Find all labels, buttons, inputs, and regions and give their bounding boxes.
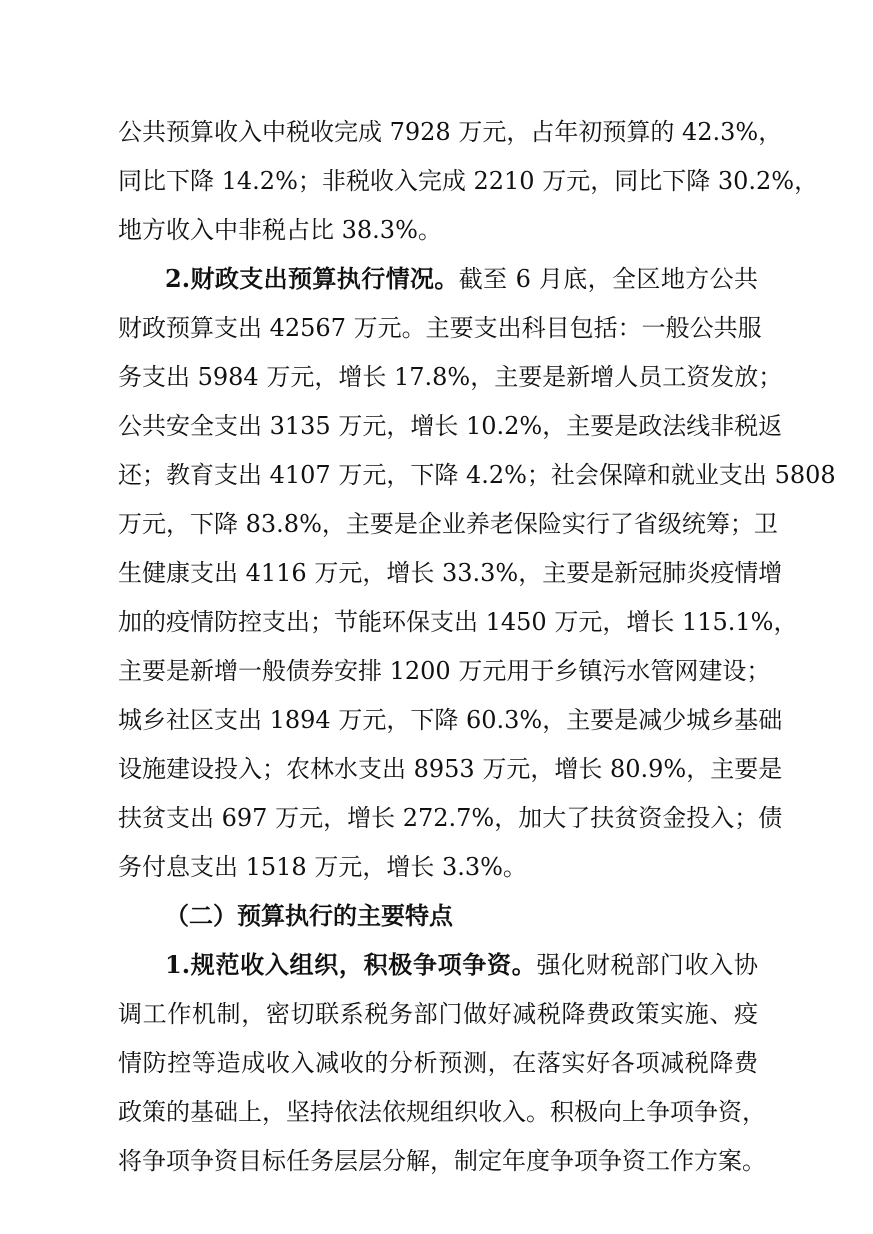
paragraph-line: [118, 1092, 766, 1132]
line-text: 调工作机制，密切联系税务部门做好减税降费政策实施、疫: [118, 1000, 758, 1028]
line-text: 还；教育支出 4107 万元，下降 4.2%；社会保障和就业支出 5808: [118, 461, 836, 489]
line-text: 扶贫支出 697 万元，增长 272.7%，加大了扶贫资金投入；债: [118, 804, 783, 832]
paragraph-line: [118, 504, 778, 544]
line-text: 生健康支出 4116 万元，增长 33.3%，主要是新冠肺炎疫情增: [118, 559, 783, 587]
paragraph-line: [118, 602, 798, 642]
line-text: 公共预算收入中税收完成 7928 万元，占年初预算的 42.3%，: [118, 118, 783, 146]
paragraph-line: [118, 210, 758, 250]
line-text: 公共安全支出 3135 万元，增长 10.2%，主要是政法线非税返: [118, 412, 783, 440]
line-text: 政策的基础上，坚持依法依规组织收入。积极向上争项争资，: [118, 1098, 766, 1126]
paragraph-line: [118, 651, 771, 691]
line-text: 主要是新增一般债券安排 1200 万元用于乡镇污水管网建设；: [118, 657, 771, 685]
line-text: 截至 6 月底，全区地方公共: [458, 265, 758, 293]
line-text: 情防控等造成收入减收的分析预测，在落实好各项减税降费: [118, 1049, 758, 1077]
paragraph-line: [118, 994, 758, 1034]
section-heading-line: [165, 259, 758, 299]
paragraph-line: [118, 553, 783, 593]
paragraph-line: [118, 161, 819, 201]
paragraph-line: [118, 308, 762, 348]
paragraph-line: [118, 406, 783, 446]
subsection-heading-line: [165, 896, 565, 936]
paragraph-line: [118, 847, 758, 887]
line-text: 财政预算支出 42567 万元。主要支出科目包括：一般公共服: [118, 314, 762, 342]
line-text: 城乡社区支出 1894 万元，下降 60.3%，主要是减少城乡基础: [118, 706, 783, 734]
line-text: 地方收入中非税占比 38.3%。: [118, 216, 442, 244]
paragraph-line: [118, 1141, 766, 1181]
line-text: 将争项争资目标任务层层分解，制定年度争项争资工作方案。: [118, 1147, 766, 1175]
paragraph-line: [118, 112, 783, 152]
subsection-heading: （二）预算执行的主要特点: [165, 901, 453, 930]
section-heading: 1.规范收入组织，积极争项争资。: [165, 950, 537, 979]
paragraph-line: [118, 1043, 758, 1083]
line-text: 万元，下降 83.8%，主要是企业养老保险实行了省级统筹；卫: [118, 510, 778, 538]
paragraph-line: [118, 749, 783, 789]
paragraph-line: [118, 455, 836, 495]
line-text: 加的疫情防控支出；节能环保支出 1450 万元，增长 115.1%，: [118, 608, 798, 636]
line-text: 务付息支出 1518 万元，增长 3.3%。: [118, 853, 527, 881]
section-heading-line: [165, 945, 758, 985]
line-text: 设施建设投入；农林水支出 8953 万元，增长 80.9%，主要是: [118, 755, 783, 783]
section-heading: 2.财政支出预算执行情况。: [165, 264, 459, 293]
line-text: 强化财税部门收入协: [536, 951, 758, 979]
line-text: 务支出 5984 万元，增长 17.8%，主要是新增人员工资发放；: [118, 363, 783, 391]
paragraph-line: [118, 700, 783, 740]
paragraph-line: [118, 798, 783, 838]
paragraph-line: [118, 357, 783, 397]
line-text: 同比下降 14.2%；非税收入完成 2210 万元，同比下降 30.2%，: [118, 167, 819, 195]
